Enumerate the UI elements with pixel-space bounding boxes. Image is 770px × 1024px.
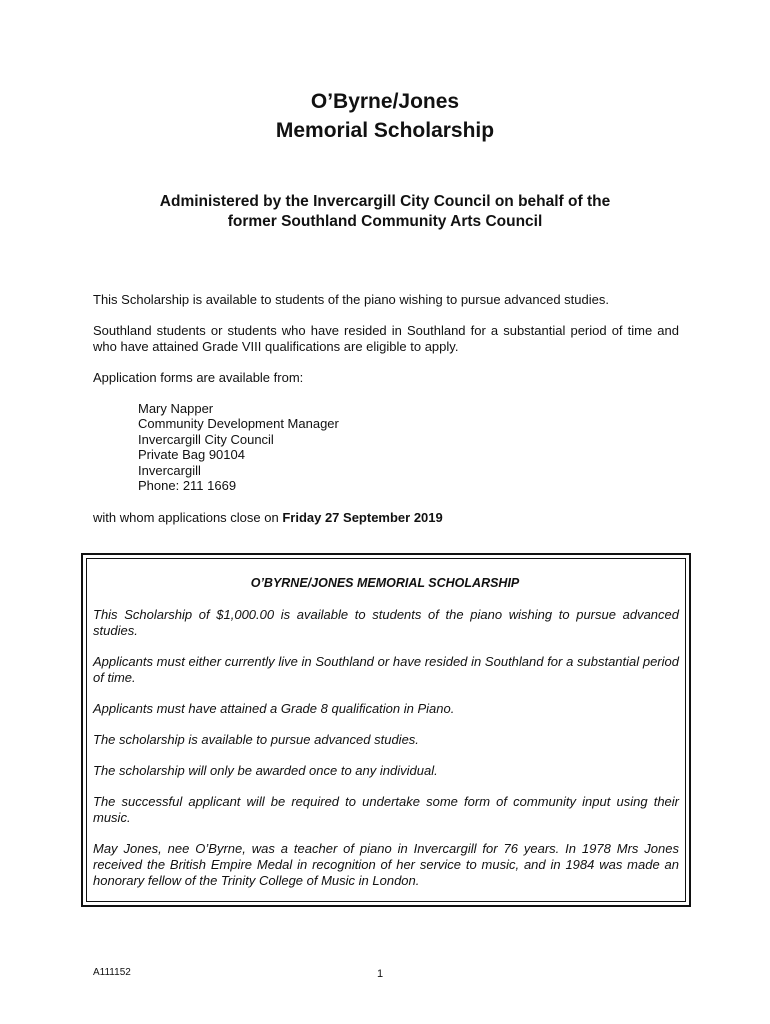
contact-postal-address: Private Bag 90104 (138, 447, 245, 463)
box-paragraph-community-input: The successful applicant will be required to undertake some form of community input using their music. (93, 794, 679, 825)
box-paragraph-biography: May Jones, nee O’Byrne, was a teacher of piano in Invercargill for 76 years. In 1978 Mrs Jones received the British Empire Medal in recognition of her service to music, and in 1984 was made an honorary fellow of the Trinity College of Music in London. (93, 841, 679, 888)
contact-role: Community Development Manager (138, 416, 339, 432)
contact-phone: Phone: 211 1669 (138, 478, 237, 494)
document-subtitle-line-2: former Southland Community Arts Council (227, 213, 543, 230)
page-number: 1 (377, 968, 384, 980)
contact-address-block (138, 401, 339, 493)
contact-name: Mary Napper (138, 401, 214, 416)
box-paragraph-once-only: The scholarship will only be awarded once to any individual. (93, 763, 438, 778)
box-paragraph-purpose: The scholarship is available to pursue advanced studies. (93, 732, 419, 747)
document-title-line-2: Memorial Scholarship (275, 119, 495, 142)
contact-city: Invercargill (138, 462, 201, 478)
contact-organisation: Invercargill City Council (138, 431, 274, 447)
document-code: A111152 (93, 967, 131, 978)
document-subtitle-line-1: Administered by the Invercargill City Council on behalf of the (159, 193, 611, 210)
forms-available-paragraph: Application forms are available from: (93, 370, 304, 385)
document-title-line-1: O’Byrne/Jones (310, 90, 460, 113)
closing-date-paragraph (93, 510, 679, 526)
box-paragraph-qualification: Applicants must have attained a Grade 8 qualification in Piano. (93, 701, 455, 716)
closing-date: Friday 27 September 2019 (282, 510, 443, 525)
eligibility-paragraph: Southland students or students who have resided in Southland for a substantial period of time and who have attained Grade VIII qualifications are eligible to apply. (93, 323, 679, 354)
box-paragraph-amount: This Scholarship of $1,000.00 is available to students of the piano wishing to pursue advanced studies. (93, 607, 679, 638)
box-heading: O’BYRNE/JONES MEMORIAL SCHOLARSHIP (250, 576, 520, 590)
availability-paragraph: This Scholarship is available to students of the piano wishing to pursue advanced studies. (93, 292, 609, 307)
closing-date-prefix: with whom applications close on (93, 510, 283, 525)
box-paragraph-residency: Applicants must either currently live in Southland or have resided in Southland for a substantial period of time. (93, 654, 679, 685)
